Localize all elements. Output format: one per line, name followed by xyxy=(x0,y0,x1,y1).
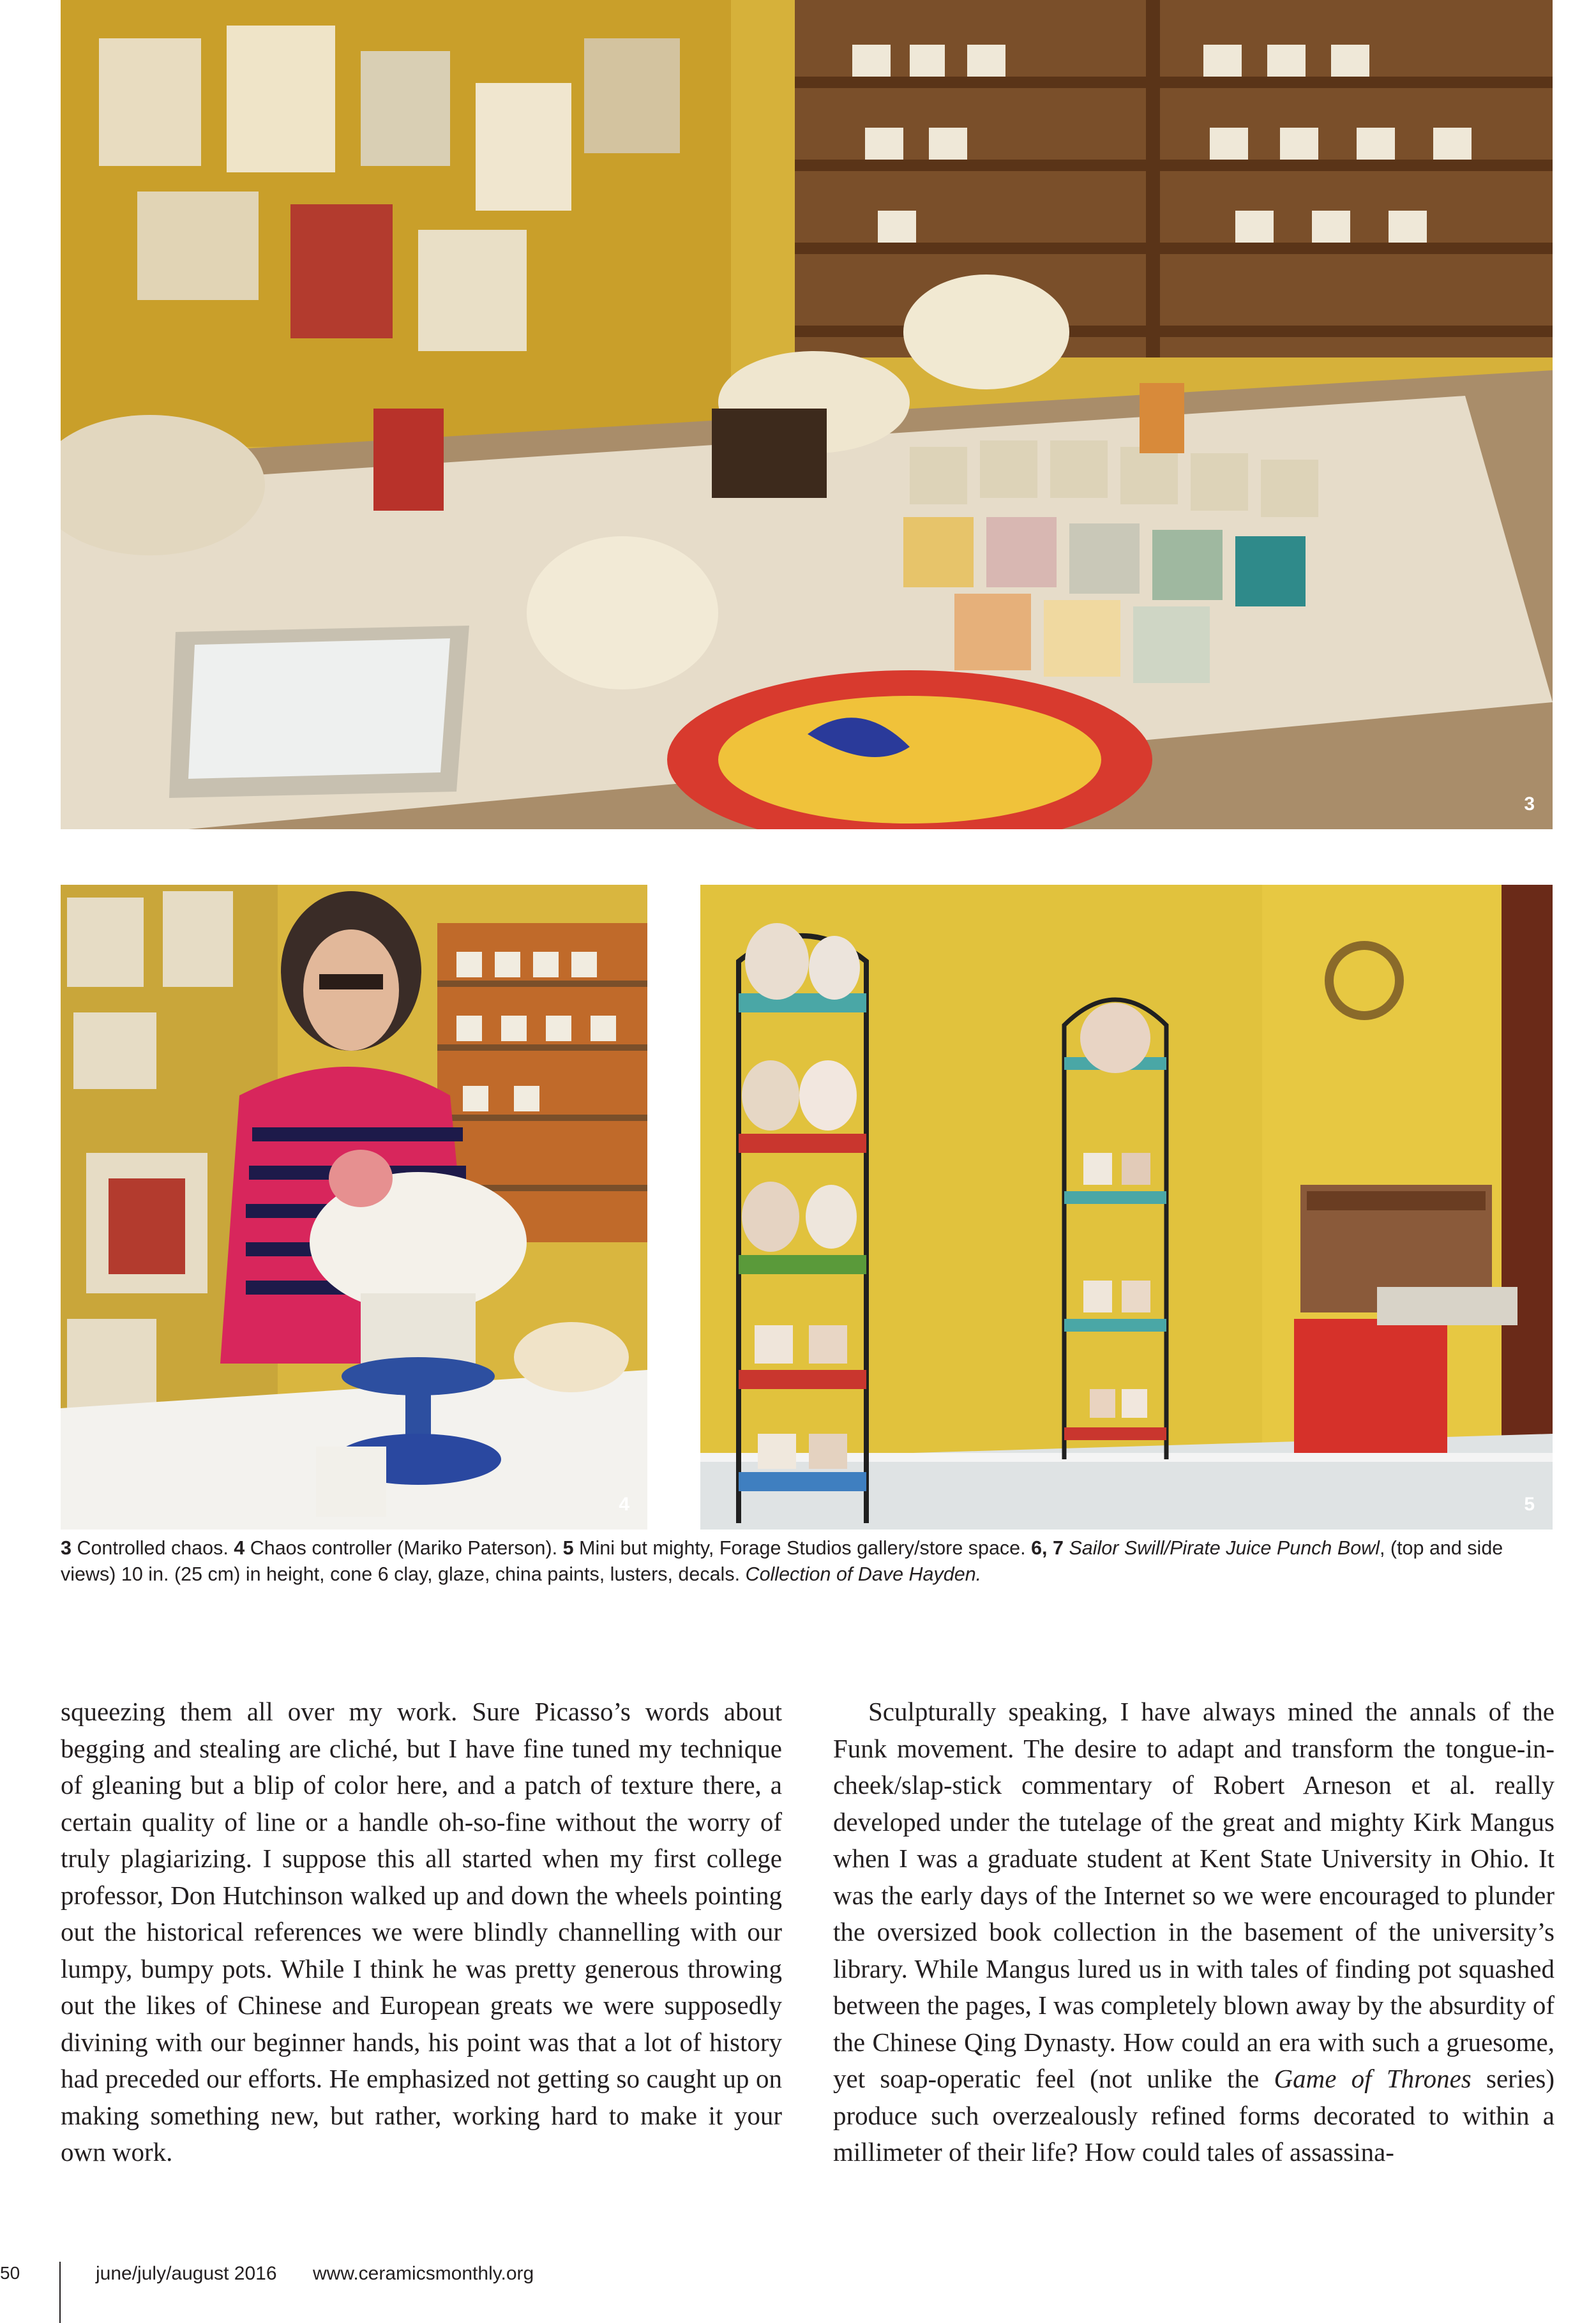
caption-text: Controlled chaos. xyxy=(71,1537,234,1559)
body-column-left xyxy=(61,1694,782,2171)
photo-gallery-store xyxy=(700,885,1553,1530)
photo-number: 5 xyxy=(1524,1494,1535,1515)
website-url: www.ceramicsmonthly.org xyxy=(313,2263,534,2284)
page-number: 50 xyxy=(0,2263,20,2283)
body-italic-title: Game of Thrones xyxy=(1274,2064,1472,2093)
body-column-right xyxy=(833,1694,1555,2171)
issue-date: june/july/august 2016 xyxy=(96,2263,277,2284)
caption-collection: Collection of Dave Hayden. xyxy=(745,1563,982,1585)
photo-number: 3 xyxy=(1524,793,1535,815)
photo-studio-worktable xyxy=(61,0,1553,829)
figure-caption xyxy=(61,1535,1553,1588)
caption-text: Chaos controller (Mariko Paterson). xyxy=(245,1537,563,1559)
body-text: series) produce such overzealously refined forms decorated to within a millimeter of their life? How could tales of assassina- xyxy=(833,2064,1555,2167)
body-paragraph: squeezing them all over my work. Sure Picasso’s words about begging and stealing are cliché, but I have fine tuned my technique of gleaning but a blip of color here, and a patch of texture there, a certain quality of line or a handle oh-so-fine without the worry of truly plagiarizing. I suppose this all started when my first college professor, Don Hutchinson walked up and down the wheels pointing out the historical references we were blindly channelling with our lumpy, bumpy pots. While I think he was pretty generous throwing out the likes of Chinese and European greats we were supposedly divining with our beginner hands, his point was that a lot of history had preceded our efforts. He emphasized not getting so caught up on making something new, but rather, working hard to make it your own work. xyxy=(61,1697,782,2167)
caption-number: 4 xyxy=(234,1537,245,1559)
caption-text: Mini but mighty, Forage Studios gallery/store space. xyxy=(573,1537,1032,1559)
footer-divider xyxy=(59,2262,61,2323)
caption-artwork-title: Sailor Swill/Pirate Juice Punch Bowl xyxy=(1069,1537,1380,1559)
body-paragraph xyxy=(833,1694,1555,2171)
caption-number: 5 xyxy=(562,1537,574,1559)
page-footer xyxy=(0,2250,1596,2323)
caption-number: 3 xyxy=(61,1537,72,1559)
photo-number: 4 xyxy=(619,1494,629,1515)
body-text: Sculpturally speaking, I have always mined the annals of the Funk movement. The desire to adapt and transform the tongue-in-cheek/slap-stick commentary of Robert Arneson et al. really developed under the tutelage of the great and mighty Kirk Mangus when I was a graduate student at Kent State University in Ohio. It was the early days of the Internet so we were encouraged to plunder the oversized book collection in the basement of the university’s library. While Mangus lured us in with tales of finding pot squashed between the pages, I was completely blown away by the absurdity of the Chinese Qing Dynasty. How could an era with such a gruesome, yet soap-operatic feel (not unlike the xyxy=(833,1697,1555,2093)
photo-artist-portrait xyxy=(61,885,647,1530)
caption-text: , (top and side views) 10 in. (25 cm) in height, cone 6 clay, glaze, china paints, lusters, decals. xyxy=(61,1537,1503,1585)
caption-number: 6, 7 xyxy=(1031,1537,1064,1559)
